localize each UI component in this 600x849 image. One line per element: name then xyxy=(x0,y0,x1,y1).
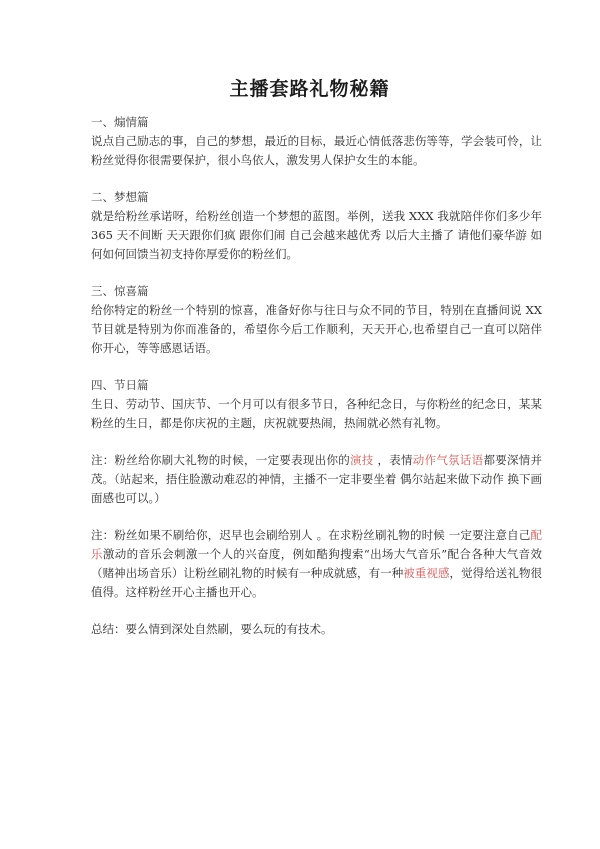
section-holiday xyxy=(91,376,542,433)
section-paragraph: 生日、劳动节、国庆节、一个月可以有很多节日，各种纪念日，与你粉丝的纪念日，某某粉丝的生日，都是你庆祝的主题，庆祝就要热闹，热闹就必然有礼物。 xyxy=(91,397,542,430)
document-title: 主播套路礼物秘籍 xyxy=(229,78,390,100)
note-highlight: 配乐 xyxy=(91,528,542,561)
note-text: 注：粉丝如果不刷给你，迟早也会刷给别人 。在求粉丝刷礼物的时候 一定要注意自己 xyxy=(91,528,531,542)
note-highlight: 动作气氛话语 xyxy=(412,453,484,467)
section-paragraph: 说点自己励志的事，自己的梦想，最近的目标，最近心情低落悲伤等等，学会装可怜，让粉丝觉得你很需要保护，很小鸟依人，激发男人保护女生的本能。 xyxy=(91,134,542,167)
section-emotional xyxy=(91,113,542,170)
note-music xyxy=(91,526,542,602)
note-text: 激动的音乐会刺激一个人的兴奋度，例如酷狗搜索“出场大气音乐”配合各种大气音效（赌神出场音乐）让粉丝刷礼物的时候有一种成就感，有一种 xyxy=(91,547,543,580)
section-paragraph: 给你特定的粉丝一个特别的惊喜，准备好你与往日与众不同的节目，特别在直播间说 XX 节目就是特别为你而准备的，希望你今后工作顺利，天天开心,也希望自己一直可以陪伴你开心，等等感恩话语。 xyxy=(91,303,542,355)
note-text: ，觉得给送礼物很值得。这样粉丝开心主播也开心。 xyxy=(91,566,543,599)
section-heading: 一、煽情篇 xyxy=(91,115,149,129)
note-highlight: 演技 xyxy=(350,453,374,467)
section-dream xyxy=(91,188,542,264)
note-text: 都要深情并茂。（站起来，捂住脸激动难忍的神情，主播不一定非要坐着 偶尔站起来做下动作 换下画面感也可以。） xyxy=(91,453,543,505)
section-heading: 二、梦想篇 xyxy=(91,190,149,204)
section-paragraph: 就是给粉丝承诺呀，给粉丝创造一个梦想的蓝图。举例，送我 XXX 我就陪伴你们多少年 365 天不间断 天天跟你们疯 跟你们闹 自己会越来越优秀 以后大主播了 请他们豪华游 如何如何回馈当初支持你厚爱你的粉丝们。 xyxy=(91,209,542,261)
summary: 总结：要么情到深处自然刷，要么玩的有技术。 xyxy=(91,622,333,636)
section-surprise xyxy=(91,282,542,358)
section-heading: 三、惊喜篇 xyxy=(91,284,149,298)
note-acting xyxy=(91,451,542,508)
section-heading: 四、节日篇 xyxy=(91,378,149,392)
note-text: 注：粉丝给你刷大礼物的时候，一定要表现出你的 xyxy=(91,453,350,467)
note-text: ，表情 xyxy=(373,453,413,467)
note-highlight: 被重视感 xyxy=(403,566,450,580)
